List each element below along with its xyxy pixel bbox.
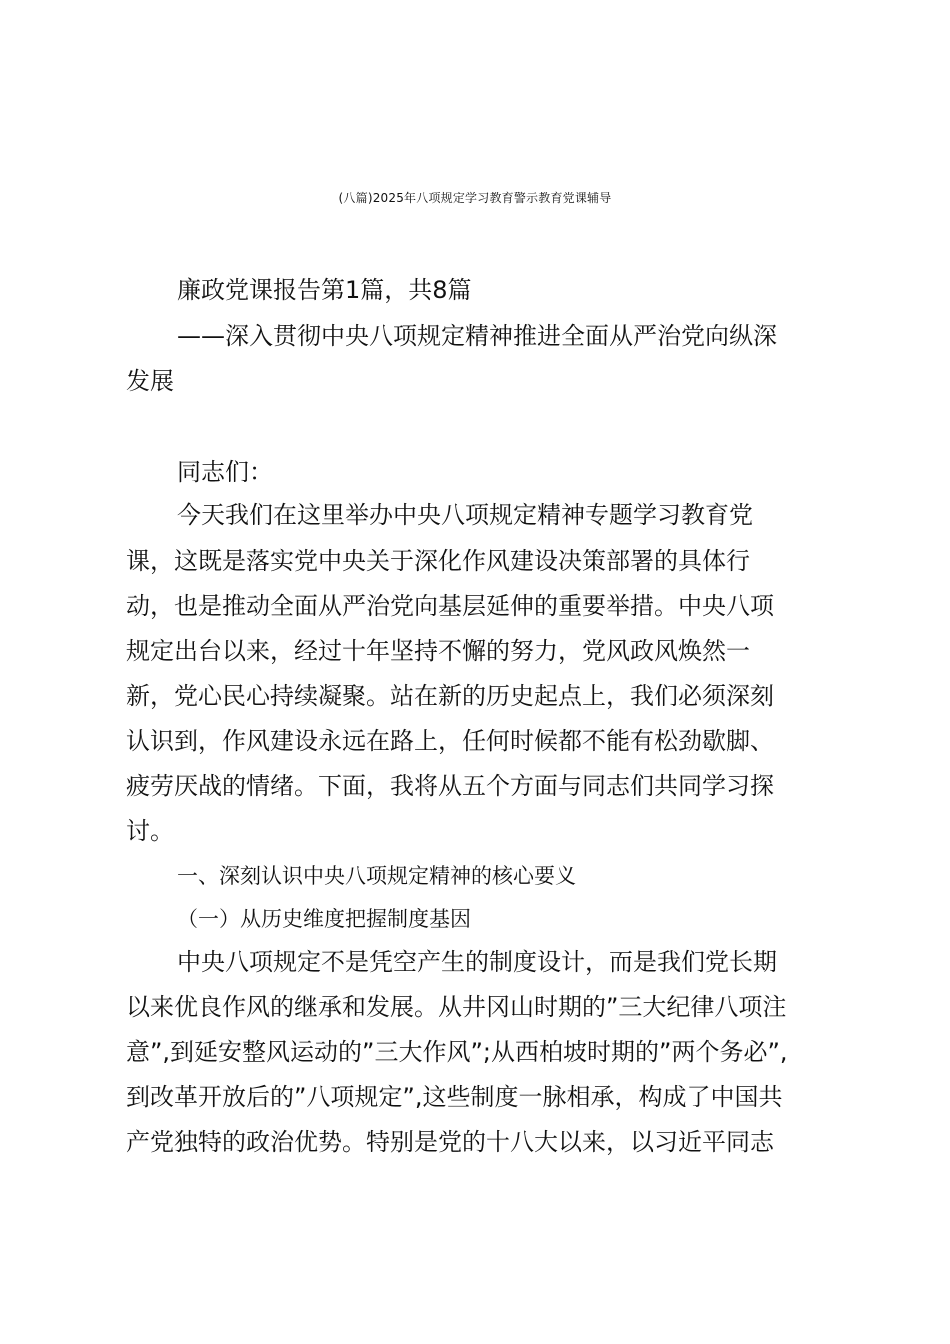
subtitle-line: 廉政党课报告第1篇，共8篇 xyxy=(177,276,472,304)
subtitle-line: 发展 xyxy=(126,367,174,395)
paragraph-line: 到改革开放后的”八项规定”,这些制度一脉相承，构成了中国共 xyxy=(126,1083,783,1111)
subtitle-line: ——深入贯彻中央八项规定精神推进全面从严治党向纵深 xyxy=(177,322,777,350)
subsection-heading: （一）从历史维度把握制度基因 xyxy=(177,907,471,931)
paragraph-line: 今天我们在这里举办中央八项规定精神专题学习教育党 xyxy=(177,501,753,529)
paragraph-line: 意”,到延安整风运动的”三大作风”;从西柏坡时期的”两个务必”, xyxy=(126,1038,788,1066)
section-heading: 一、深刻认识中央八项规定精神的核心要义 xyxy=(177,864,576,888)
paragraph-line: 课，这既是落实党中央关于深化作风建设决策部署的具体行 xyxy=(126,547,750,575)
paragraph-line: 疲劳厌战的情绪。下面，我将从五个方面与同志们共同学习探 xyxy=(126,772,774,800)
paragraph-line: 规定出台以来，经过十年坚持不懈的努力，党风政风焕然一 xyxy=(126,637,750,665)
paragraph-line: 以来优良作风的继承和发展。从井冈山时期的”三大纪律八项注 xyxy=(126,993,787,1021)
paragraph-line: 中央八项规定不是凭空产生的制度设计，而是我们党长期 xyxy=(177,948,777,976)
document-title: (八篇)2025年八项规定学习教育警示教育党课辅导 xyxy=(338,191,612,205)
paragraph-line: 认识到，作风建设永远在路上，任何时候都不能有松劲歇脚、 xyxy=(126,727,774,755)
paragraph-line: 讨。 xyxy=(126,817,174,845)
paragraph-line: 产党独特的政治优势。特别是党的十八大以来，以习近平同志 xyxy=(126,1128,774,1156)
paragraph-line: 新，党心民心持续凝聚。站在新的历史起点上，我们必须深刻 xyxy=(126,682,774,710)
paragraph-line: 动，也是推动全面从严治党向基层延伸的重要举措。中央八项 xyxy=(126,592,774,620)
greeting: 同志们： xyxy=(177,458,273,486)
